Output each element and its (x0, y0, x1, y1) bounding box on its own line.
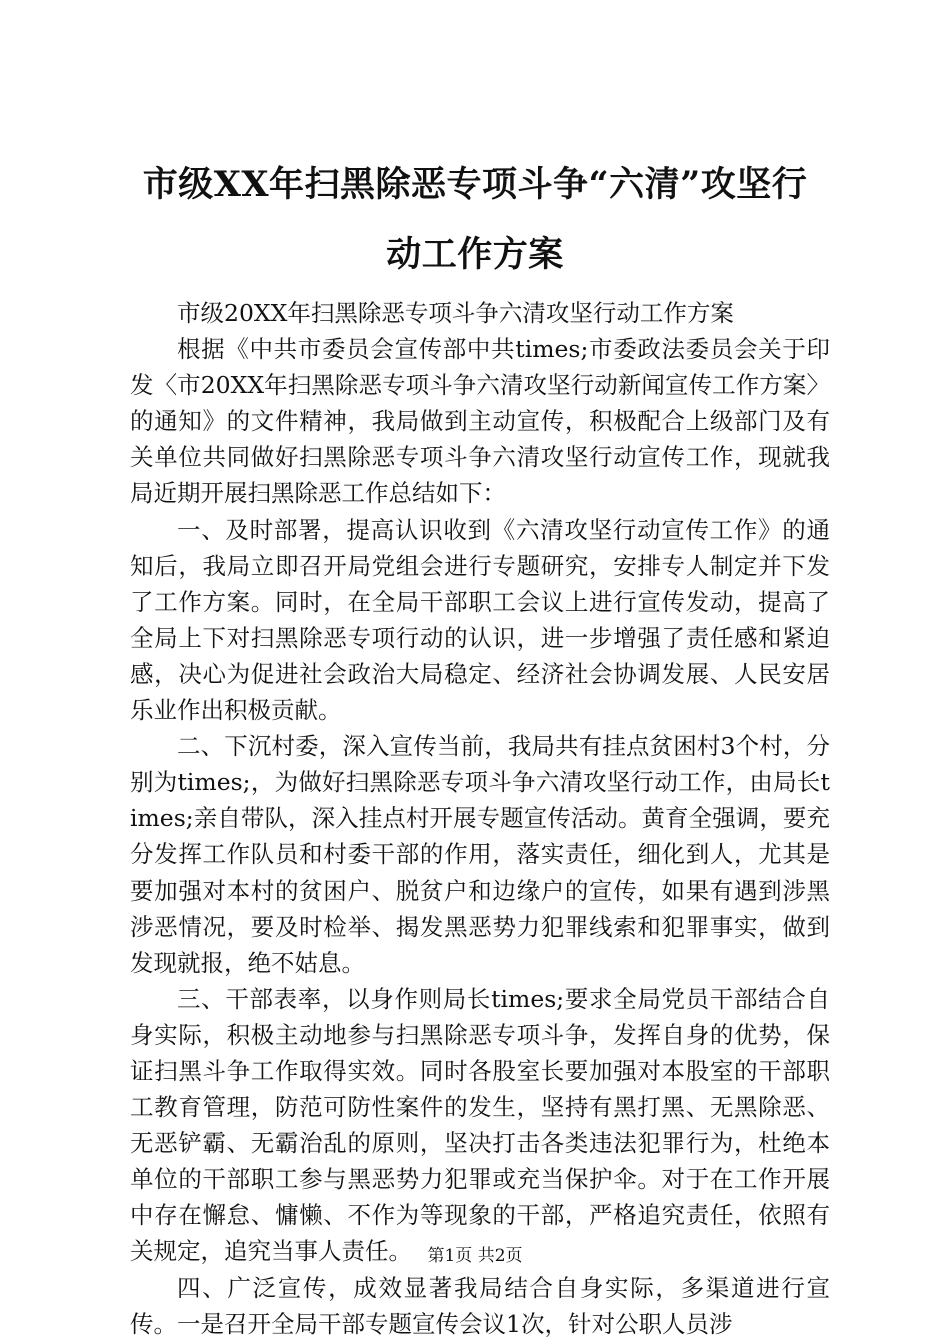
document-body (130, 295, 830, 1342)
title-line-2: 动工作方案 (386, 234, 564, 275)
paragraph-section-2: 二、下沉村委，深入宣传当前，我局共有挂点贫困村3个村，分别为times;，为做好扫黑除恶专项斗争六清攻坚行动工作，由局长times;亲自带队，深入挂点村开展专题宣传活动。黄育全强调，要充分发挥工作队员和村委干部的作用，落实责任，细化到人，尤其是要加强对本村的贫困户、脱贫户和边缘户的宣传，如果有遇到涉黑涉恶情况，要及时检举、揭发黑恶势力犯罪线索和犯罪事实，做到发现就报，绝不姑息。 (130, 732, 830, 977)
paragraph-subtitle: 市级20XX年扫黑除恶专项斗争六清攻坚行动工作方案 (177, 299, 734, 327)
paragraph-section-1: 一、及时部署，提高认识收到《六清攻坚行动宣传工作》的通知后，我局立即召开局党组会进行专题研究，安排专人制定并下发了工作方案。同时，在全局干部职工会议上进行宣传发动，提高了全局上下对扫黑除恶专项行动的认识，进一步增强了责任感和紧迫感，决心为促进社会政治大局稳定、经济社会协调发展、人民安居乐业作出积极贡献。 (130, 515, 830, 725)
document-title (110, 150, 840, 290)
paragraph-intro: 根据《中共市委员会宣传部中共times;市委政法委员会关于印发〈市20XX年扫黑除恶专项斗争六清攻坚行动新闻宣传工作方案〉的通知》的文件精神，我局做到主动宣传，积极配合上级部门及有关单位共同做好扫黑除恶专项斗争六清攻坚行动宣传工作，现就我局近期开展扫黑除恶工作总结如下： (130, 335, 830, 508)
paragraph-section-3: 三、干部表率，以身作则局长times;要求全局党员干部结合自身实际，积极主动地参与扫黑除恶专项斗争，发挥自身的优势，保证扫黑斗争工作取得实效。同时各股室长要加强对本股室的干部职工教育管理，防范可防性案件的发生，坚持有黑打黑、无黑除恶、无恶铲霸、无霸治乱的原则，坚决打击各类违法犯罪行为，杜绝本单位的干部职工参与黑恶势力犯罪或充当保护伞。对于在工作开展中存在懈怠、慵懒、不作为等现象的干部，严格追究责任，依照有关规定，追究当事人责任。 (130, 984, 830, 1266)
title-line-1: 市级XX年扫黑除恶专项斗争“六清”攻坚行 (142, 164, 808, 205)
page-footer: 第1页 共2页 (427, 1246, 523, 1266)
paragraph-section-4: 四、广泛宣传，成效显著我局结合自身实际，多渠道进行宣传。一是召开全局干部专题宣传会议1次，针对公职人员涉 (130, 1273, 830, 1338)
